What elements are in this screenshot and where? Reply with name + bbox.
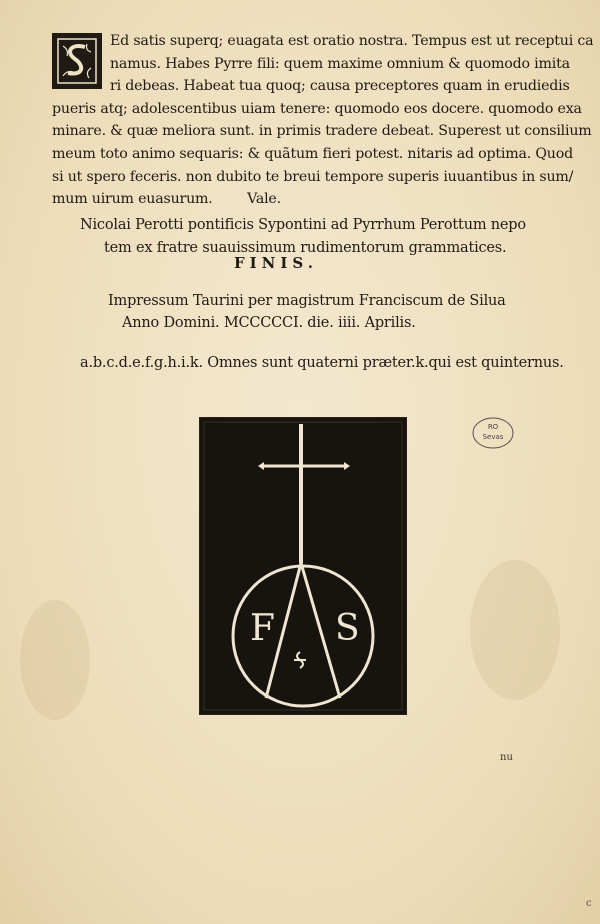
body-text (52, 30, 594, 211)
paper-stain (470, 560, 560, 700)
text-line: namus. Habes Pyrre fili: quem maxime omnium & quomodo imita (110, 55, 570, 72)
text-line: ri debeas. Habeat tua quoq; causa preceptores quam in erudiedis (110, 78, 570, 95)
text-line: meum toto animo sequaris: & quãtum fieri potest. nitaris ad optima. Quod (52, 145, 573, 162)
printer-device (200, 418, 406, 714)
text-line: minare. & quæ meliora sunt. in primis tradere debeat. Superest ut consilium (52, 123, 592, 140)
device-letter-s: S (335, 608, 360, 649)
stamp-text: RO (487, 423, 499, 431)
colophon-line: Impressum Taurini per magistrum Franciscum de Silua (108, 293, 506, 309)
heading-line: tem ex fratre suauissimum rudimentorum grammatices. (104, 240, 507, 256)
colophon-line: Anno Domini. MCCCCCI. die. iiii. Aprilis. (122, 315, 416, 331)
device-letter-f: F (250, 608, 275, 649)
decorated-initial (52, 33, 102, 89)
text-line: Ed satis superq; euagata est oratio nostra. Tempus est ut receptui ca (110, 33, 594, 49)
paper-stain (20, 600, 90, 720)
text-line: pueris atq; adolescentibus uiam tenere: quomodo eos docere. quomodo exa (52, 100, 582, 117)
register-line: a.b.c.d.e.f.g.h.i.k. Omnes sunt quaterni præter.k.qui est quinternus. (80, 355, 564, 371)
text-line: si ut spero feceris. non dubito te breui tempore superis iuuantibus in sum/ (52, 168, 574, 185)
stamp-text: Sevas (482, 433, 504, 441)
colophon (108, 290, 506, 334)
text-line: mum uirum euasurum. Vale. (52, 191, 281, 208)
corner-mark: c (586, 898, 592, 909)
printers-mark-icon (200, 418, 406, 714)
heading-line: Nicolai Perotti pontificis Sypontini ad Pyrrhum Perottum nepo (80, 217, 526, 233)
margin-note: nu (500, 752, 513, 763)
library-stamp (471, 416, 515, 450)
initial-s-icon (57, 38, 97, 84)
finis-label: FINIS. (234, 254, 318, 272)
